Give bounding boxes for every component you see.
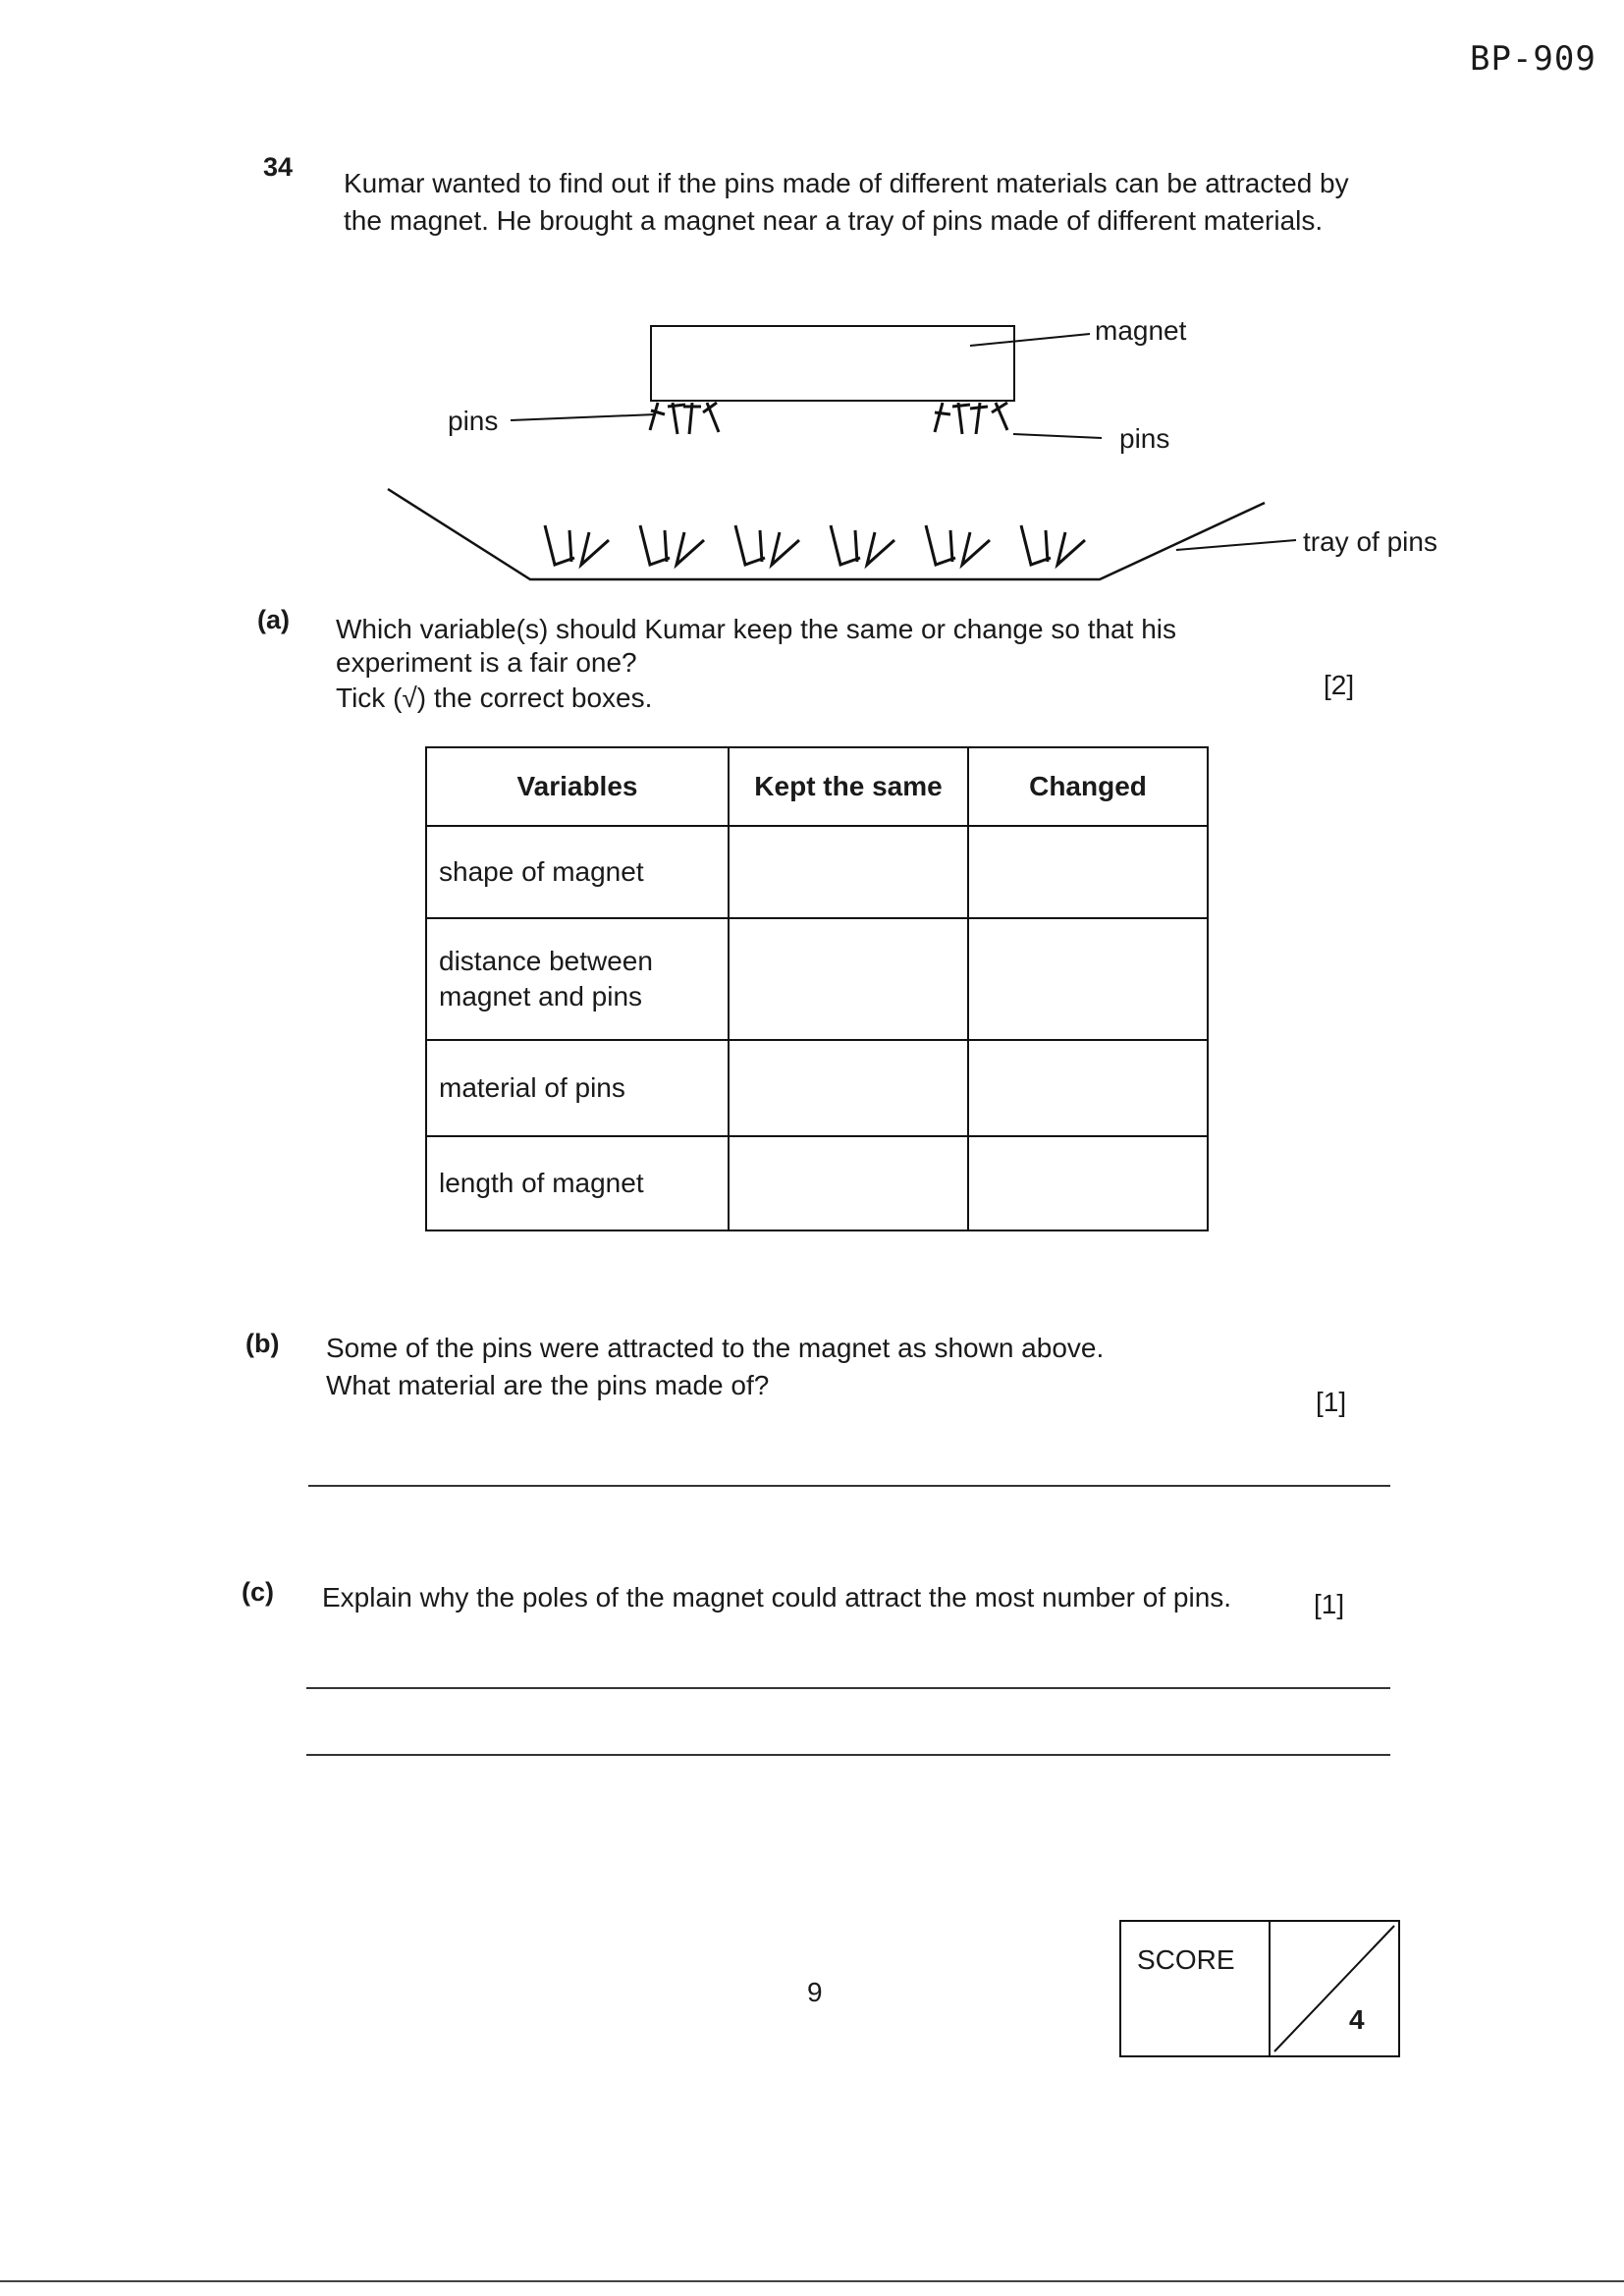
part-b-line2: What material are the pins made of?: [326, 1370, 770, 1400]
question-number: 34: [263, 152, 294, 182]
variable-distance: [426, 918, 729, 1040]
tray-pins: [545, 525, 1085, 565]
part-b-label: (b): [245, 1329, 280, 1358]
tick-box-changed-shape[interactable]: [968, 826, 1208, 918]
table-row: [426, 826, 1208, 918]
part-a-marks: [2]: [1324, 670, 1355, 700]
part-a-label: (a): [257, 605, 290, 634]
part-b-answer-line[interactable]: [308, 1485, 1390, 1487]
tray-outline: [388, 489, 1265, 579]
variable-distance-line1: distance between: [439, 946, 653, 976]
variable-distance-line2: magnet and pins: [439, 981, 643, 1011]
header-kept-the-same: Kept the same: [729, 747, 968, 826]
question-intro-line2: the magnet. He brought a magnet near a tray of pins made of different materials.: [344, 205, 1324, 236]
part-b-marks: [1]: [1316, 1387, 1347, 1417]
pins-cluster-right: [935, 403, 1007, 434]
pins-left-pointer-line: [511, 414, 656, 420]
score-label: SCORE: [1137, 1944, 1235, 1975]
part-a-line2: experiment is a fair one?: [336, 647, 637, 678]
score-box: [1119, 1920, 1400, 2057]
part-c-line1: Explain why the poles of the magnet could attract the most number of pins.: [322, 1582, 1232, 1613]
label-pins-right: pins: [1119, 423, 1170, 454]
variable-shape-of-magnet: shape of magnet: [426, 826, 729, 918]
table-header-row: [426, 747, 1208, 826]
table-row: [426, 1136, 1208, 1230]
variable-material-of-pins: material of pins: [426, 1040, 729, 1136]
part-c-answer-line-1[interactable]: [306, 1687, 1390, 1689]
page-code: BP-909: [1470, 39, 1597, 79]
tick-box-changed-length[interactable]: [968, 1136, 1208, 1230]
tick-box-kept-distance[interactable]: [729, 918, 968, 1040]
pins-cluster-left: [650, 403, 719, 434]
label-magnet: magnet: [1095, 315, 1187, 346]
part-b-line1: Some of the pins were attracted to the magnet as shown above.: [326, 1333, 1105, 1363]
score-total: 4: [1349, 2004, 1365, 2035]
part-a-line3: Tick (√) the correct boxes.: [336, 683, 653, 713]
label-tray-of-pins: tray of pins: [1303, 526, 1437, 557]
tick-box-kept-shape[interactable]: [729, 826, 968, 918]
magnet-bar: [651, 326, 1014, 401]
part-c-answer-line-2[interactable]: [306, 1754, 1390, 1756]
header-variables: Variables: [426, 747, 729, 826]
part-c-label: (c): [242, 1577, 274, 1607]
table-row: [426, 1040, 1208, 1136]
table-row: [426, 918, 1208, 1040]
tick-box-kept-material[interactable]: [729, 1040, 968, 1136]
label-pins-left: pins: [448, 406, 499, 436]
tick-box-kept-length[interactable]: [729, 1136, 968, 1230]
question-intro-line1: Kumar wanted to find out if the pins made of different materials can be attracted by: [344, 168, 1349, 198]
variable-length-of-magnet: length of magnet: [426, 1136, 729, 1230]
magnet-pointer-line: [970, 334, 1090, 346]
page-number: 9: [807, 1977, 823, 2007]
tray-pointer-line: [1176, 540, 1296, 550]
pins-right-pointer-line: [1013, 434, 1102, 438]
tick-box-changed-material[interactable]: [968, 1040, 1208, 1136]
part-c-marks: [1]: [1314, 1589, 1345, 1619]
score-label-cell: [1121, 1922, 1271, 2055]
tick-box-changed-distance[interactable]: [968, 918, 1208, 1040]
part-a-line1: Which variable(s) should Kumar keep the same or change so that his: [336, 614, 1176, 644]
scan-edge-line: [0, 2280, 1624, 2282]
variables-table: [425, 746, 1209, 1231]
header-changed: Changed: [968, 747, 1208, 826]
score-diagonal: [1271, 1922, 1398, 2055]
